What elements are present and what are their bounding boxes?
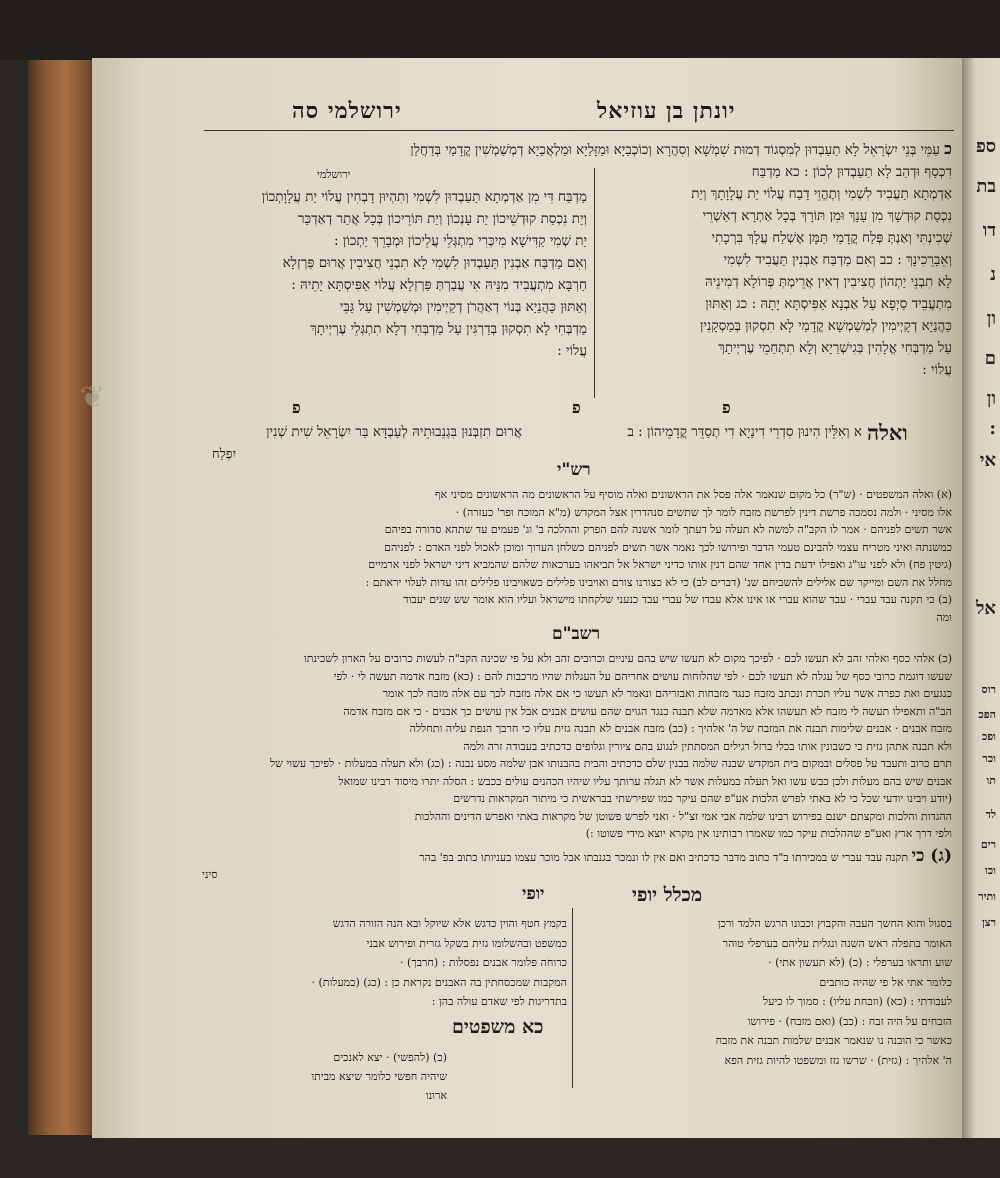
rashbam-line: (כ) אלהי כסף ואלהי זהב לא תעשו לכם · לפיכך מקום לא תעשו שיש בהם עיניים וכרובים זהב ולא על פי שכינה הקב"ה לעשות כרובים על הארון לשכינתו — [303, 652, 952, 665]
next-page-fragment: רוס — [981, 683, 996, 696]
yerushalmi-line: וְיַת נִכְסַת קוּדְשֵׁיכוֹן יַת עָנְכוֹן וְיַת תּוֹרֵיכוֹן בְּכָל אֲתַר דְאַדְכַּר — [297, 211, 587, 227]
targum-yerushalmi-column — [232, 186, 587, 362]
next-page-fragment: הפכ — [978, 708, 996, 721]
yonatan-line: מִתְעֲבֵיד סַיְפָא עַל אַבְנָא אַפִּיסְתָּא יָתָהּ : כג וְאַתּוּן — [705, 296, 952, 312]
next-page-fragment: דו — [982, 220, 996, 241]
rashi-line: (א) ואלה המשפטים · (ש"ר) כל מקום שנאמר אלה פסל את הראשונים ואלה מוסיף על הראשונים מה הראשונים מסיני אף — [434, 488, 952, 501]
next-page-fragment: אי — [979, 450, 996, 471]
rashbam-title: רשב"ם — [552, 624, 601, 644]
yonatan-line-0: עַמֵּי בְּנֵי יִשְׂרָאֵל לָא תַעַבְדוּן לְמִסְגוֹד דְמוּת שִׁמְשָׁא וְסִהֲרָא וְכוֹכְבַיָא וּמַזָּלַיָא וּמַלְאֲכַיָא דְמְשַׁמְשִׁין קֳדָמַי בְּדַחֲלַן — [410, 142, 940, 158]
rashbam-last-line — [202, 848, 952, 866]
next-page-edge — [962, 58, 1000, 1138]
mikhlal-right-column — [582, 914, 952, 1070]
yonatan-line: לָא תִבְנֵי יַתְהוֹן חֲצִיבִין דְאִין אֲרֵימְתְּ פְּרוֹלָא דְמִינֵיהּ — [704, 274, 952, 290]
yerushalmi-label: ירושלמי — [317, 168, 351, 181]
next-page-fragment: ותיר — [978, 890, 996, 903]
next-page-fragment: וכו — [984, 864, 996, 877]
rashbam-line: ההגדות והלכות ומקצתם ישנם בפירוש רבינו שלמה אבי אמי זצ"ל · ואני לפרש פשוטן של מקראות באתי ואפרש הדינים וההלכות — [414, 809, 952, 823]
next-page-fragment: ון — [986, 308, 996, 329]
rashbam-line: ולא תבנה אתהן גזית כי כשבונין אותו בכלי ברזל רגילים המסתתין לנגוע בהם ציורין וגלופים כדכתיב בעבודה זרה ולמה — [463, 739, 952, 753]
next-page-fragment: לד — [985, 808, 996, 821]
yerushalmi-line: עֲלוֹי : — [557, 343, 587, 359]
next-page-fragment: רצן — [982, 916, 996, 929]
mishpatim-label: כא משפטים — [452, 1016, 544, 1038]
header-rule — [204, 130, 954, 131]
mikhlal-line: לעבודתי : (כא) (וזבחת עליו) : סמוך לו כיעל — [763, 995, 952, 1008]
mikhlal-title: מכלל יופי — [632, 884, 703, 906]
mishpatim-line: שיהיה חפשי כלומר שיצא מביתו — [311, 1070, 447, 1083]
pe-mark-right: פ — [722, 398, 731, 417]
rashbam-line: ולפי דרך ארץ ואע"פ שההלכות עיקר כמו שאמרו רבותינו אין מקרא יוצא מידי פשוטו :) — [585, 827, 952, 840]
mishpatim-line: ארונו — [425, 1089, 447, 1102]
book-spine-edge — [28, 60, 98, 1135]
rashbam-block — [202, 650, 952, 843]
mikhlal-line: ה' אלהיך : (גזית) · שרשו גזז ומשפטו להיות גזית הפא — [724, 1053, 952, 1067]
next-page-fragment: ון — [986, 388, 996, 409]
next-page-fragment: : — [989, 418, 996, 439]
mikhlal-line: שוע ותראו בערפלי : (כ) (לא תעשון אתי) · — [768, 956, 952, 969]
rashbam-last-marker: (ג) כי — [911, 846, 952, 866]
yonatan-line: עַל מַדְבְּחִי אֱלָהִין בְּגִישְׁרַיָא וְלָא תִתְחַמֵי עֶרְיְיתָךְ — [718, 340, 952, 356]
next-page-fragment: רים — [980, 838, 996, 851]
pe-mark-left: פ — [292, 398, 301, 417]
next-page-fragment: ספ — [975, 136, 996, 157]
rashbam-line: תרם כרוב ותעבד על פסלים ובמקום בית המקדש שבנה שלמה בבנין שלם כדכתיב והבית בהבנותו אבן שלמה מסע נבנה : (כג) ולא תעלה במעלות · לפיכך עשוי של — [269, 757, 952, 770]
mikhlal-line: הזבחים על היה זבח : (כב) (ואם מזבח) · פירושו — [747, 1014, 952, 1028]
margin-ornament: ❦ — [80, 380, 106, 415]
yerushalmi-line: מַדְבְּחִי לָא תִסְקוּן בְּדַרְגִּין עַל מַדְבְּחִי דְלָא תִתְגְּלֵי עֶרְיְיתָךְ — [310, 321, 587, 337]
next-page-fragment: בת — [976, 176, 996, 197]
rashbam-line: מזבח אבנים · אבנים שלימות תבנה את המזבח של ה' אלהיך : (כב) מזבח אבנים לא תבנה גזית עליו כי חרבך הנפת עליה ותחללה — [409, 722, 952, 735]
rashi-title: רש"י — [557, 460, 591, 480]
next-page-fragment: תו — [986, 774, 996, 787]
mikhlal-line: כאשר כי הובנה נו שנאמר אבנים שלמות תבנה את מזבח — [715, 1034, 952, 1047]
header-yonatan: יונתן בן עוזיאל — [597, 98, 736, 124]
rashi-line: מחלל את השם ומייקר שם אלילים להשביחם שנ' (דברים לב) כי לא כצורנו צורם ואויבינו פלילים כשאויבינו פלילים זהו עדות לעלוי יראתם : — [365, 575, 952, 589]
targum-yonatan-column — [602, 161, 952, 381]
parasha-yonatan-line: א וְאִלֵּין הִינוּן סִדְרֵי דִינַיָא דִי תְסַדֵּר קֳדָמֵיהוֹן : ב — [627, 424, 862, 440]
rashi-line: כמשנתה ואיני מטריח עצמי להבינם טעמי הדבר ופירושו לכך נאמר אשר תשים לפניהם כשלחן הערוך ומוכן לאכול לפני האדם : לפניהם — [384, 540, 952, 554]
rashbam-last-tail: סיני — [202, 868, 218, 881]
yonatan-line: נִכְסַת קוּדְשָׁךְ מִן עָנָךְ וּמִן תּוֹרָךְ בְּכָל אַתְרָא דְאַשְׁרֵי — [702, 208, 952, 224]
rashi-line: (גיטין פח) ולא לפני עו"ג ואפילו ידעת בדין אחד שהם דנין אותו כדיני ישראל אל תביאהו בערכאות שלהם שהמביא דיני ישראל לפני ארמיים — [368, 558, 952, 571]
top-background — [0, 0, 1000, 60]
mikhlal-left-line: המקבות שמכסחתין בה האבנים נקראת כן : (כג) (במעלות) · — [311, 975, 567, 989]
rashi-line: ומה — [936, 610, 952, 624]
mishpatim-notes — [207, 1048, 447, 1105]
mikhlal-left-line: כרוחה פלומר אבנים נפסלות : (חרבך) · — [400, 956, 567, 969]
yerushalmi-line: חַרְבָּא מִתְעֲבִיד מִנֵּיהּ אִי עֲבַרְתְּ פַּרְזְלָא עֲלוֹי אַפִּיסְתָּא יָתֵיהּ : — [291, 277, 587, 293]
yonatan-line: אַדְמְתָא תַעֲבִיד לִשְׁמִי וְתֶהֱוֵי דָבַח עֲלוֹי יַת עֲלָוָתָךְ וְיַת — [691, 186, 952, 202]
yerushalmi-line: מַדְבַּח דִּי מִן אַדְמְתָא תַעַבְדוּן לִשְׁמִי וְתִהְיוּן דָבְחִין עֲלוֹי יַת עֲלָוָתְכוֹן — [261, 189, 587, 205]
rashi-block — [202, 486, 952, 626]
parasha-yerushalmi-end: יִפְלַח — [212, 447, 236, 462]
yerushalmi-line: וְאַתּוּן כַּהֲנַיָא בְּנוֹי דְאַהֲרֹן דְקַיְימִין וּמְשַׁמְשִׁין עַל גַּבֵּי — [339, 299, 587, 315]
next-page-fragment: וכר — [982, 752, 996, 765]
rashbam-last-text: תקנה עבד עברי ש במכירתו ב"ד כתוב מדבר כדכתיב ואם אין לו ונמכר בגנבתו אבל מוכר עצמו בעניותו כתוב בפ' בהר — [419, 851, 909, 864]
next-page-fragment: נ — [990, 264, 996, 285]
pe-mark-center: פ — [572, 398, 581, 417]
mikhlal-left-line: כמשפט ובהשלומו גזית בשקל גזרית ופירוש אבני — [366, 936, 567, 950]
yerushalmi-line: יַת שְׁמִי קַדִּישָׁא מִיכְּרִי מִתְגְּלֵי עֲלֵיכוֹן וּמְבָרֵךְ יַתְכוֹן : — [333, 233, 587, 249]
mikhlal-left-title: יופי — [522, 884, 545, 904]
yonatan-line: עֲלוֹי : — [922, 362, 952, 378]
mikhlal-left-line: בתדריגות לפי שאדם עולה בהן : — [431, 995, 567, 1008]
rashbam-line: כנגעים ואת כפרה אשר עליו תכרת ונכתב מזבח כנגד מזבחות ואבזריהם ונאמר לא תעשו כי אם אלה מזבח לכך עם אלה מזבח לכך אומר — [382, 687, 952, 700]
mikhlal-divider — [572, 908, 573, 1088]
yonatan-line: כַּהֲנַיָא דְקָיְימִין לְמְשַׁמְשָׁא קֳדָמַי לָא תִסְקוּן בְּמַסְקָנִין — [700, 318, 952, 334]
rashi-line: אשר תשים לפניהם · אמר לו הקב"ה למשה לא תעלה על דעתך לומר אשנה להם הפרק וההלכה ב' וג' פעמים עד שתהא סדורה בפיהם — [384, 523, 952, 536]
parasha-first-word: ואלה — [867, 420, 908, 445]
mikhlal-line: כלומר אתי אל פי שהיה כותבים — [819, 975, 952, 989]
rashbam-line: אבנים שיש בהם מעלות ולכן כבש עשו ואל תעלה במעלות אשר לא תגלה ערותך עליו שיהיו הכהנים עולים בכבש : הסלה יתרו מיסוד רבינו שמואל — [338, 774, 952, 788]
mikhlal-left-column — [207, 914, 567, 1012]
yonatan-first-line — [262, 138, 952, 161]
column-divider — [594, 168, 595, 398]
mikhlal-left-line: בקמץ חטף והוין כדגש אלא שיוקל ובא הנה הזורה הדגש — [332, 917, 567, 930]
book-page — [92, 58, 962, 1138]
parasha-yerushalmi-line: אֲרוּם תִזְבְּנוּן בִּגְנֵבוּתֵיהּ לְעַבְדָּא בַּר יִשְׂרָאֵל שִׁית שְׁנִין — [266, 424, 522, 440]
rashi-line: אלו מסיני · ולמה נסמכה פרשת דינין לפרשת מזבח לומר לך שתשים סנהדרין אצל המקדש (מ"א המוכח ופר' כעזרה) · — [455, 505, 952, 519]
yerushalmi-line: וְאִם מַדְבַּח אַבְנִין תַּעַבְדוּן לִשְׁמִי לָא תִבְנֵי חֲצִיבִין אֲרוּם פַּרְזְלָא — [282, 255, 587, 271]
rashbam-line: שעשו דוגמת כרובי כסף של עגלה לא תעשו לכם · לפי שהלוחות עושים אחריהם על העגלות שהיו מרכבות להם : (כא) מזבח אדמה תעשה לי · לפי — [333, 669, 952, 683]
mikhlal-line: בסגול והוא החשך העבה והקבוץ וכבונו הרגש הלמד ורכן — [717, 917, 952, 930]
next-page-fragment: אל — [976, 598, 996, 619]
verse-marker: כ — [944, 139, 952, 158]
yonatan-line: שְׁכִינְתִּי וְאַנְתְּ פְּלַח קֳדָמַי תַּמָּן אֶשְׁלַח עֲלָךְ בִּרְכָתִי — [711, 230, 952, 246]
rashbam-line: (יודע ויבינו יודעי שכל כי לא באתי לפרש הלכות אע"פ שהם עיקר כמו שפירשתי בבראשית כי מיתור המקראות נדרשים — [453, 792, 952, 805]
rashi-line: (ב) כי תקנה עבד עברי · עבד שהוא עברי או אינו אלא עבדו של עברי עבד כנעני שלקחתו מישראל ועליו הוא אומר שש שנים יעבוד — [403, 593, 952, 606]
rashbam-line: הב"ה ותאפילו תעשה לי מזבח לא תעשהו אלא מאדמה שלא תבנה כנגד הגוים שהם עושים אבנים אבל אין עושים כך אבנים · כי אם מזבח אדמה — [343, 704, 952, 718]
yonatan-line: וְאֵבָרֵכִינָךְ : כב וְאִם מַדְבַּח אַבְנִין תַּעֲבִיד לִשְׁמִי — [723, 252, 952, 268]
yonatan-line: דִכְסַף וּדְהַב לָא תַעַבְדוּן לְכוֹן : כא מַדְבַּח — [751, 164, 952, 180]
mikhlal-line: האומר בתפלה ראש השנה ונגלית עליהם בערפלי טוהר — [722, 936, 952, 950]
next-page-fragment: ם — [984, 348, 996, 369]
mishpatim-line: (כ) (להפשי) · יצא לאנכים — [333, 1051, 447, 1064]
header-yerushalmi: ירושלמי סה — [292, 98, 402, 124]
next-page-fragment: ופכ — [981, 730, 996, 743]
